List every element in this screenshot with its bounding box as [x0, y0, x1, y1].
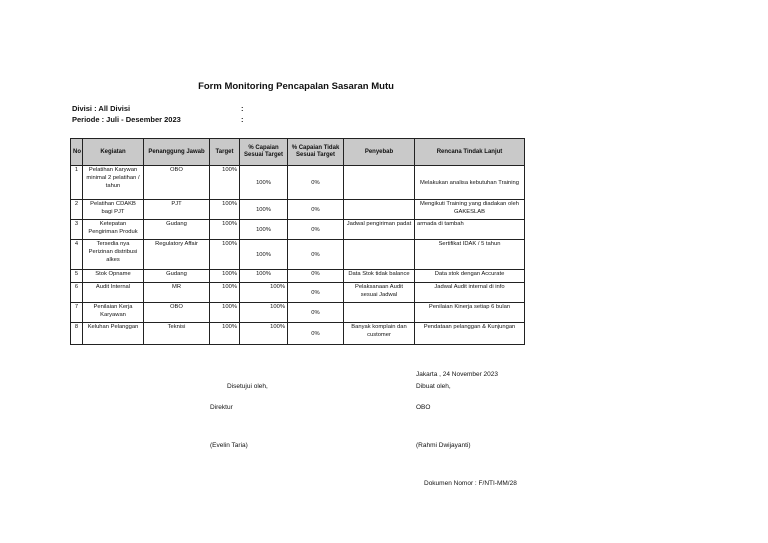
cell-rencana: Mengikuti Training yang diadakan oleh GAKESLAB [415, 200, 525, 220]
cell-rencana: armada di tambah [415, 220, 525, 240]
header-no: No [71, 139, 83, 166]
cell-no: 3 [71, 220, 83, 240]
cell-target: 100% [210, 283, 240, 303]
cell-tidak: 0% [288, 240, 344, 270]
cell-tidak: 0% [288, 323, 344, 345]
divisi-colon: : [241, 104, 244, 113]
cell-kegiatan: Ketepatan Pengiriman Produk [83, 220, 144, 240]
cell-rencana: Pendataan pelanggan & Kunjungan [415, 323, 525, 345]
cell-pj: OBO [144, 166, 210, 200]
cell-penyebab: Pelaksanaan Audit sesuai Jadwal [344, 283, 415, 303]
maker-name: (Rahmi Dwijayanti) [416, 442, 471, 449]
cell-penyebab: Data Stok tidak balance [344, 270, 415, 283]
cell-pj: Gudang [144, 270, 210, 283]
cell-rencana: Jadwal Audit internal di info [415, 283, 525, 303]
cell-penyebab [344, 303, 415, 323]
cell-target: 100% [210, 166, 240, 200]
cell-tidak: 0% [288, 166, 344, 200]
cell-tidak: 0% [288, 283, 344, 303]
cell-rencana: Melakukan analisa kebutuhan Training [415, 166, 525, 200]
cell-no: 5 [71, 270, 83, 283]
cell-rencana: Data stok dengan Accurate [415, 270, 525, 283]
cell-sesuai: 100% [240, 220, 288, 240]
cell-no: 1 [71, 166, 83, 200]
maker-role: OBO [416, 404, 431, 411]
approver-role: Direktur [210, 404, 233, 411]
cell-kegiatan: Pelatihan CDAKB bagi PJT [83, 200, 144, 220]
cell-pj: Teknisi [144, 323, 210, 345]
cell-sesuai: 100% [240, 283, 288, 303]
cell-pj: PJT [144, 200, 210, 220]
header-rencana: Rencana Tindak Lanjut [415, 139, 525, 166]
periode-label: Periode : Juli - Desember 2023 [72, 115, 181, 124]
cell-no: 2 [71, 200, 83, 220]
cell-target: 100% [210, 270, 240, 283]
cell-sesuai: 100% [240, 200, 288, 220]
cell-target: 100% [210, 240, 240, 270]
cell-penyebab [344, 166, 415, 200]
approver-name: (Evelin Taria) [210, 442, 248, 449]
cell-sesuai: 100% [240, 166, 288, 200]
made-by-label: Dibuat oleh, [416, 383, 451, 390]
table-header-row [71, 139, 525, 166]
cell-sesuai: 100% [240, 323, 288, 345]
cell-target: 100% [210, 303, 240, 323]
table-row [71, 303, 525, 323]
cell-tidak: 0% [288, 220, 344, 240]
table-row [71, 166, 525, 200]
header-target: Target [210, 139, 240, 166]
table-row [71, 283, 525, 303]
document-number: Dokumen Nomor : F/NTI-MM/28 [424, 480, 517, 487]
table-row [71, 270, 525, 283]
cell-kegiatan: Audit Internal [83, 283, 144, 303]
header-capaian-sesuai: % Capaian Sesuai Target [240, 139, 288, 166]
cell-no: 4 [71, 240, 83, 270]
header-penanggung-jawab: Penanggung Jawab [144, 139, 210, 166]
cell-no: 6 [71, 283, 83, 303]
cell-no: 7 [71, 303, 83, 323]
cell-kegiatan: Penilaian Kerja Karyawan [83, 303, 144, 323]
place-date: Jakarta , 24 November 2023 [416, 371, 499, 378]
divisi-label: Divisi : All Divisi [72, 104, 131, 113]
table-row [71, 240, 525, 270]
cell-kegiatan: Tersedia nya Perizinan distribusi alkes [83, 240, 144, 270]
cell-tidak: 0% [288, 303, 344, 323]
cell-target: 100% [210, 200, 240, 220]
header-penyebab: Penyebab [344, 139, 415, 166]
cell-sesuai: 100% [240, 240, 288, 270]
header-capaian-tidak-sesuai: % Capaian Tidak Sesuai Target [288, 139, 344, 166]
cell-penyebab [344, 240, 415, 270]
cell-penyebab: Jadwal pengiriman padat [344, 220, 415, 240]
approved-by-label: Disetujui oleh, [227, 383, 268, 390]
cell-pj: OBO [144, 303, 210, 323]
cell-tidak: 0% [288, 200, 344, 220]
table-row [71, 200, 525, 220]
cell-penyebab: Banyak komplain dan customer [344, 323, 415, 345]
cell-sesuai: 100% [240, 270, 288, 283]
header-kegiatan: Kegiatan [83, 139, 144, 166]
cell-target: 100% [210, 220, 240, 240]
cell-tidak: 0% [288, 270, 344, 283]
cell-pj: Gudang [144, 220, 210, 240]
cell-rencana: Sertifikat IDAK / 5 tahun [415, 240, 525, 270]
form-title: Form Monitoring Pencapalan Sasaran Mutu [198, 81, 394, 92]
table-row [71, 323, 525, 345]
cell-sesuai: 100% [240, 303, 288, 323]
table-row [71, 220, 525, 240]
cell-kegiatan: Pelatihan Karywan minimal 2 pelatihan / tahun [83, 166, 144, 200]
cell-no: 8 [71, 323, 83, 345]
cell-kegiatan: Stok Opname [83, 270, 144, 283]
cell-target: 100% [210, 323, 240, 345]
cell-kegiatan: Keluhan Pelanggan [83, 323, 144, 345]
cell-penyebab [344, 200, 415, 220]
cell-pj: Regulatory Affair [144, 240, 210, 270]
cell-pj: MR [144, 283, 210, 303]
periode-colon: : [241, 115, 244, 124]
cell-rencana: Penilaian Kinerja setiap 6 bulan [415, 303, 525, 323]
monitoring-table [70, 138, 525, 345]
